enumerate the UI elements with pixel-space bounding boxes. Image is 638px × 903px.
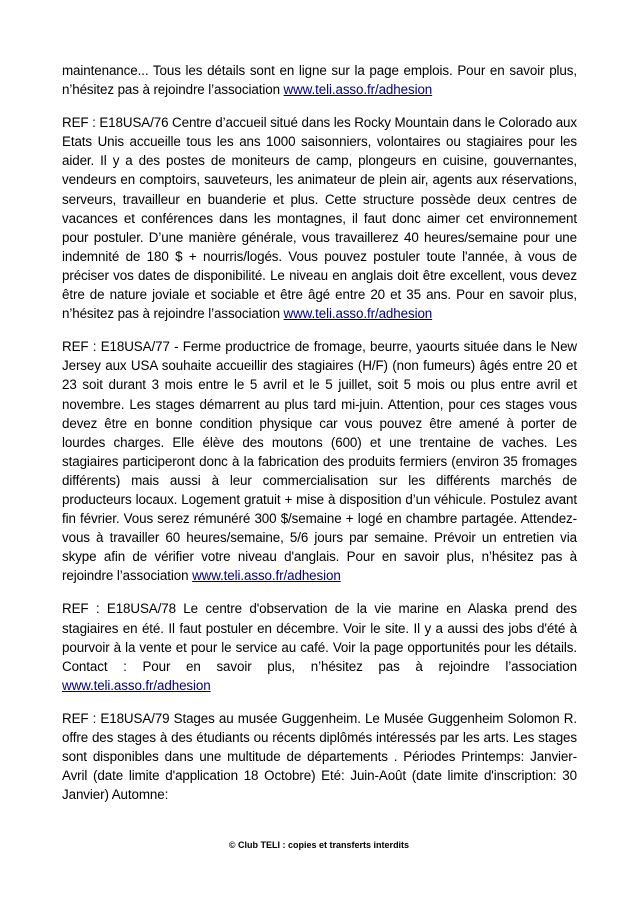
paragraph-ref-77 (62, 337, 577, 585)
paragraph-ref-76 (62, 113, 577, 323)
document-body (62, 61, 577, 818)
paragraph-text: maintenance... Tous les détails sont en ligne sur la page emplois. Pour en savoir plus, n’hésitez pas à rejoindre l’association (62, 63, 577, 98)
paragraph-text: REF : E18USA/77 - Ferme productrice de fromage, beurre, yaourts située dans le New Jersey aux USA souhaite accueillir des stagiaires (H/F) (non fumeurs) âgés entre 20 et 23 soit durant 3 mois entre le 5 avril et le 5 juillet, soit 5 mois ou plus entre avril et novembre. Les stages démarrent au plus tard mi-juin. Attention, pour ces stages vous devez être en bonne condition physique car vous pouvez être amené à porter de lourdes charges. Elle élève des moutons (600) et une trentaine de vaches. Les stagiaires participeront donc à la fabrication des produits fermiers (environ 35 fromages différents) mais aussi à leur commercialisation sur les différents marchés de producteurs locaux. Logement gratuit + mise à disposition d’un véhicule. Postulez avant fin février. Vous serez rémunéré 300 $/semaine + logé en chambre partagée. Attendez-vous à travailler 60 heures/semaine, 5/6 jours par semaine. Prévoir un entretien via skype afin de vérifier votre niveau d'anglais. Pour en savoir plus, n’hésitez pas à rejoindre l’association (62, 339, 577, 584)
adhesion-link[interactable]: www.teli.asso.fr/adhesion (62, 677, 211, 693)
adhesion-link[interactable]: www.teli.asso.fr/adhesion (283, 82, 433, 98)
paragraph-ref-79 (62, 709, 577, 804)
paragraph-ref-78 (62, 599, 577, 694)
copyright-footer: © Club TELI : copies et transferts interdits (228, 840, 410, 850)
paragraph-intro (62, 61, 577, 99)
adhesion-link[interactable]: www.teli.asso.fr/adhesion (283, 306, 433, 322)
paragraph-text: REF : E18USA/79 Stages au musée Guggenheim. Le Musée Guggenheim Solomon R. offre des stages à des étudiants ou récents diplômés intéressés par les arts. Les stages sont disponibles dans une multitude de départements . Périodes Printemps: Janvier-Avril (date limite d'application 18 Octobre) Eté: Juin-Août (date limite d'inscription: 30 Janvier) Automne: (62, 710, 577, 803)
adhesion-link[interactable]: www.teli.asso.fr/adhesion (192, 568, 341, 584)
paragraph-text: REF : E18USA/76 Centre d’accueil situé dans les Rocky Mountain dans le Colorado aux Etats Unis accueille tous les ans 1000 saisonniers, volontaires ou stagiaires pour les aider. Il y a des postes de moniteurs de camp, plongeurs en cuisine, gouvernantes, vendeurs en comptoirs, sauveteurs, les animateur de plein air, agents aux réservations, serveurs, travailleur en buanderie et plus. Cette structure possède deux centres de vacances et conférences dans les montagnes, il faut donc aimer cet environnement pour postuler. D’une manière générale, vous travaillerez 40 heures/semaine pour une indemnité de 180 $ + nourris/logés. Vous pouvez postuler toute l'année, à vous de préciser vos dates de disponibilité. Le niveau en anglais doit être excellent, vous devez être de nature joviale et sociable et être âgé entre 20 et 35 ans. Pour en savoir plus, n’hésitez pas à rejoindre l’association (62, 115, 577, 322)
paragraph-text: REF : E18USA/78 Le centre d'observation de la vie marine en Alaska prend des stagiaires en été. Il faut postuler en décembre. Voir le site. Il y a aussi des jobs d'été à pourvoir à la vente et pour le service au café. Voir la page opportunités pour les détails. Contact : Pour en savoir plus, n’hésitez pas à rejoindre l’association (62, 601, 577, 674)
